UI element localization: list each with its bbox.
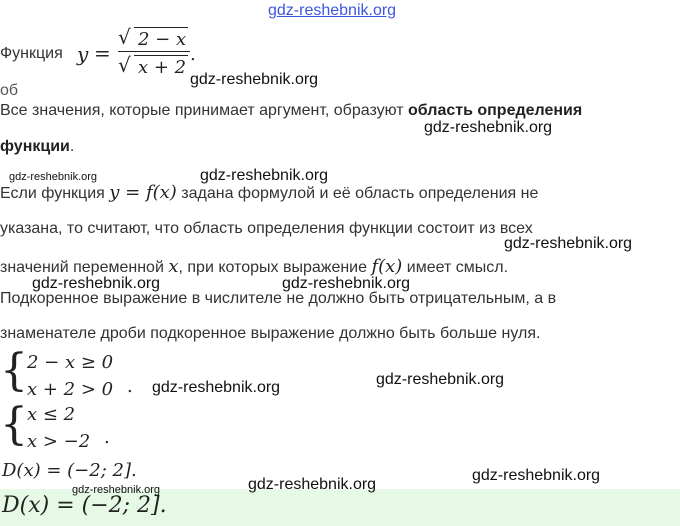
- rule-line3-text: значений переменной: [0, 259, 169, 276]
- partial-cut-text: об: [0, 82, 19, 99]
- watermark: gdz-reshebnik.org: [424, 119, 553, 136]
- task-fraction: [118, 24, 190, 79]
- watermark-small: gdz-reshebnik.org: [72, 484, 161, 496]
- rule-line3-after: имеет смысл.: [402, 259, 509, 276]
- watermark: gdz-reshebnik.org: [282, 275, 411, 292]
- sqrt-icon: √: [118, 25, 131, 49]
- explanation-line2: знаменателе дроби подкоренное выражение должно быть больше нуля.: [0, 325, 541, 342]
- system2-row2: x > −2: [27, 431, 91, 452]
- watermark: gdz-reshebnik.org: [376, 371, 505, 388]
- answer-domain: D(x) = (−2; 2].: [2, 493, 167, 518]
- brace-icon: {: [0, 399, 28, 450]
- rule-line1-text: Если функция: [0, 185, 110, 202]
- watermark: gdz-reshebnik.org: [472, 467, 601, 484]
- fraction-numerator: 2 − x: [138, 29, 187, 50]
- watermark: gdz-reshebnik.org: [32, 275, 161, 292]
- watermark-top-link[interactable]: gdz-reshebnik.org: [268, 2, 397, 19]
- task-prefix: Функция: [0, 45, 63, 62]
- watermark: gdz-reshebnik.org: [152, 379, 281, 396]
- watermark: gdz-reshebnik.org: [504, 235, 633, 252]
- system2-row1: x ≤ 2: [27, 404, 76, 425]
- task-y: y: [77, 42, 89, 66]
- rule-formula-y: y = f(x): [109, 182, 177, 203]
- rule-line3-mid: , при которых выражение: [178, 259, 372, 276]
- definition-bold-term: область определения: [408, 102, 583, 119]
- brace-icon: {: [0, 345, 28, 396]
- watermark: gdz-reshebnik.org: [190, 71, 319, 88]
- watermark-small: gdz-reshebnik.org: [9, 171, 98, 183]
- definition-text: Все значения, которые принимает аргумент, образуют: [0, 102, 409, 119]
- definition-end: .: [69, 138, 75, 155]
- watermark: gdz-reshebnik.org: [248, 476, 377, 493]
- rule-line1: [0, 182, 538, 203]
- explanation-line1: Подкоренное выражение в числителе не должно быть отрицательным, а в: [0, 290, 557, 307]
- system1-row2: x + 2 > 0: [27, 379, 114, 400]
- system1-row1: 2 − x ≥ 0: [27, 352, 114, 373]
- definition-bold-term-2: функции: [0, 138, 70, 155]
- task-dot: .: [190, 44, 196, 65]
- rule-line1-after: задана формулой и её область определения не: [176, 185, 539, 202]
- sqrt-icon: √: [118, 53, 131, 77]
- rule-line2: указана, то считают, что область определения функции состоит из всех: [0, 220, 533, 237]
- system2-dot: .: [104, 427, 110, 448]
- rule-var-x: x: [168, 256, 179, 277]
- rule-formula-f: f(x): [371, 256, 403, 277]
- task-eq: =: [94, 41, 111, 65]
- result-domain: D(x) = (−2; 2].: [2, 460, 137, 481]
- watermark: gdz-reshebnik.org: [200, 167, 329, 184]
- definition-line1: [0, 102, 582, 120]
- system1-dot: .: [127, 376, 133, 397]
- fraction-denominator: x + 2: [138, 57, 187, 78]
- rule-line3: [0, 256, 508, 277]
- definition-line2: [0, 138, 74, 156]
